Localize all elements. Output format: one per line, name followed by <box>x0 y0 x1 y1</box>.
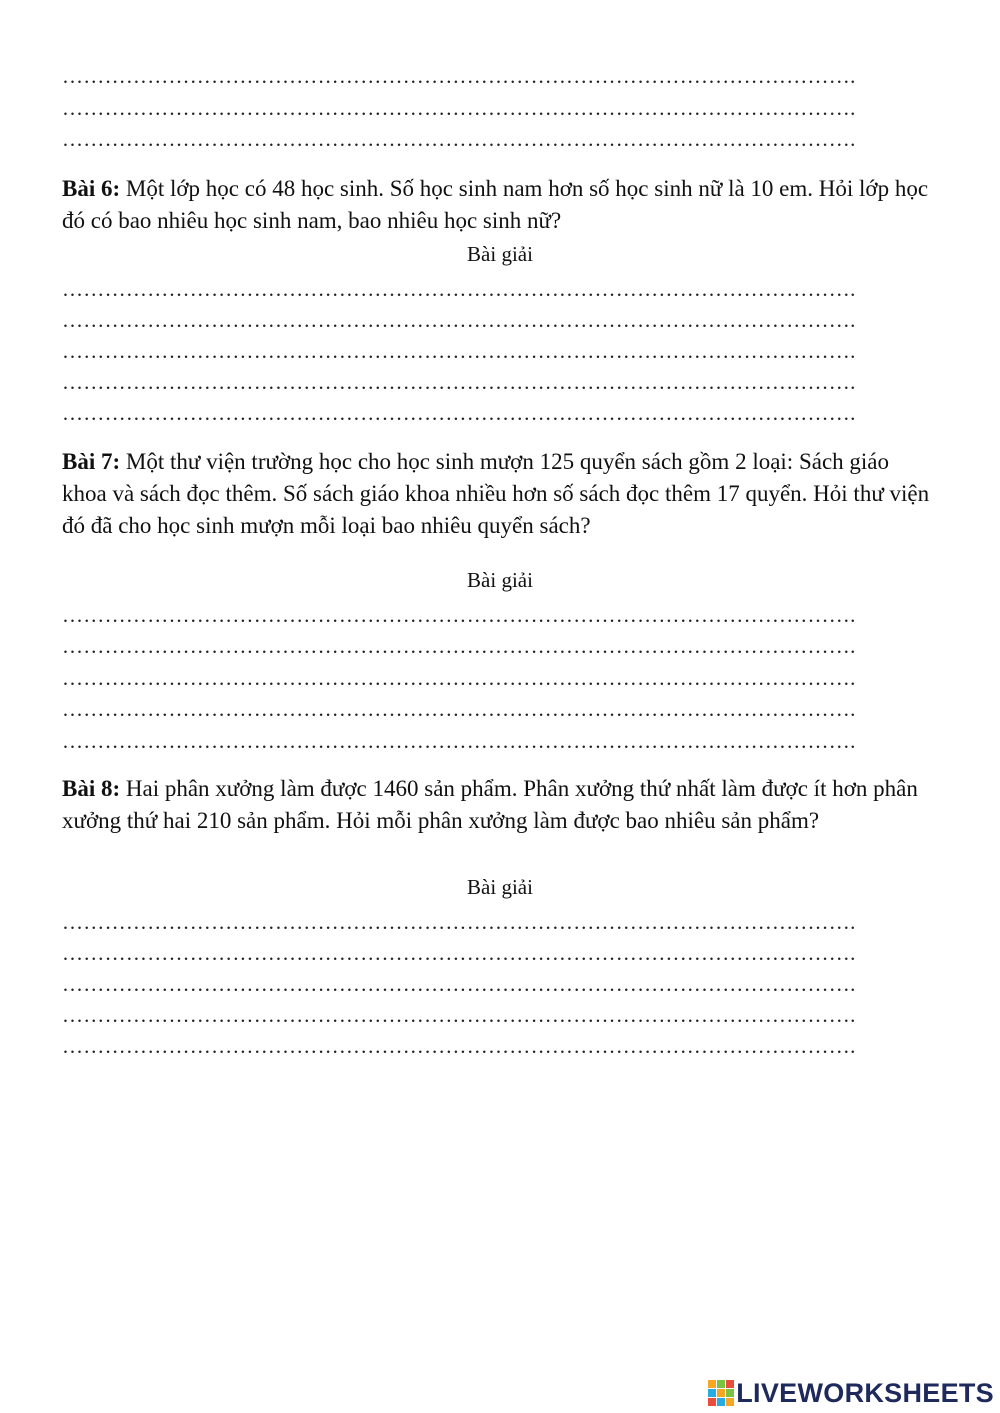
solution-heading: Bài giải <box>467 875 533 899</box>
problem-text: Một lớp học có 48 học sinh. Số học sinh nam hơn số học sinh nữ là 10 em. Hỏi lớp học đó có bao nhiêu học sinh nam, bao nhiêu học sinh nữ? <box>62 176 929 233</box>
answer-line[interactable]: …………………………………………………………………………………………………. <box>62 339 856 363</box>
answer-line[interactable]: …………………………………………………………………………………………………. <box>62 972 856 996</box>
answer-line[interactable]: …………………………………………………………………………………………………. <box>62 401 856 425</box>
logo-text: LIVEWORKSHEETS <box>736 1377 994 1408</box>
answer-line[interactable]: …………………………………………………………………………………………………. <box>62 1034 856 1058</box>
answer-line[interactable]: …………………………………………………………………………………………………. <box>62 666 856 690</box>
answer-line[interactable]: …………………………………………………………………………………………………. <box>62 910 856 934</box>
problem-text: Một thư viện trường học cho học sinh mượn 125 quyển sách gồm 2 loại: Sách giáo khoa và sách đọc thêm. Số sách giáo khoa nhiều hơn số sách đọc thêm 17 quyển. Hỏi thư viện đó đã cho học sinh mượn mỗi loại bao nhiêu quyển sách? <box>62 449 930 538</box>
problem-8 <box>62 773 938 837</box>
problem-label: Bài 6: <box>62 176 121 201</box>
answer-line[interactable]: …………………………………………………………………………………………………. <box>62 370 856 394</box>
problem-text: Hai phân xưởng làm được 1460 sản phẩm. Phân xưởng thứ nhất làm được ít hơn phân xưởng thứ hai 210 sản phẩm. Hỏi mỗi phân xưởng làm được bao nhiêu sản phẩm? <box>62 776 918 833</box>
answer-line[interactable]: …………………………………………………………………………………………………. <box>62 308 856 332</box>
answer-line[interactable]: …………………………………………………………………………………………………. <box>62 96 856 120</box>
solution-heading: Bài giải <box>467 242 533 266</box>
liveworksheets-logo-icon <box>708 1380 734 1406</box>
answer-line[interactable]: …………………………………………………………………………………………………. <box>62 64 856 88</box>
answer-line[interactable]: …………………………………………………………………………………………………. <box>62 1003 856 1027</box>
answer-line[interactable]: …………………………………………………………………………………………………. <box>62 697 856 721</box>
problem-6 <box>62 173 938 237</box>
answer-line[interactable]: …………………………………………………………………………………………………. <box>62 127 856 151</box>
liveworksheets-logo <box>708 1376 994 1410</box>
answer-line[interactable]: …………………………………………………………………………………………………. <box>62 603 856 627</box>
problem-7 <box>62 446 938 542</box>
answer-line[interactable]: …………………………………………………………………………………………………. <box>62 729 856 753</box>
problem-label: Bài 8: <box>62 776 121 801</box>
answer-line[interactable]: …………………………………………………………………………………………………. <box>62 277 856 301</box>
problem-label: Bài 7: <box>62 449 121 474</box>
solution-heading: Bài giải <box>467 568 533 592</box>
answer-line[interactable]: …………………………………………………………………………………………………. <box>62 634 856 658</box>
answer-line[interactable]: …………………………………………………………………………………………………. <box>62 941 856 965</box>
